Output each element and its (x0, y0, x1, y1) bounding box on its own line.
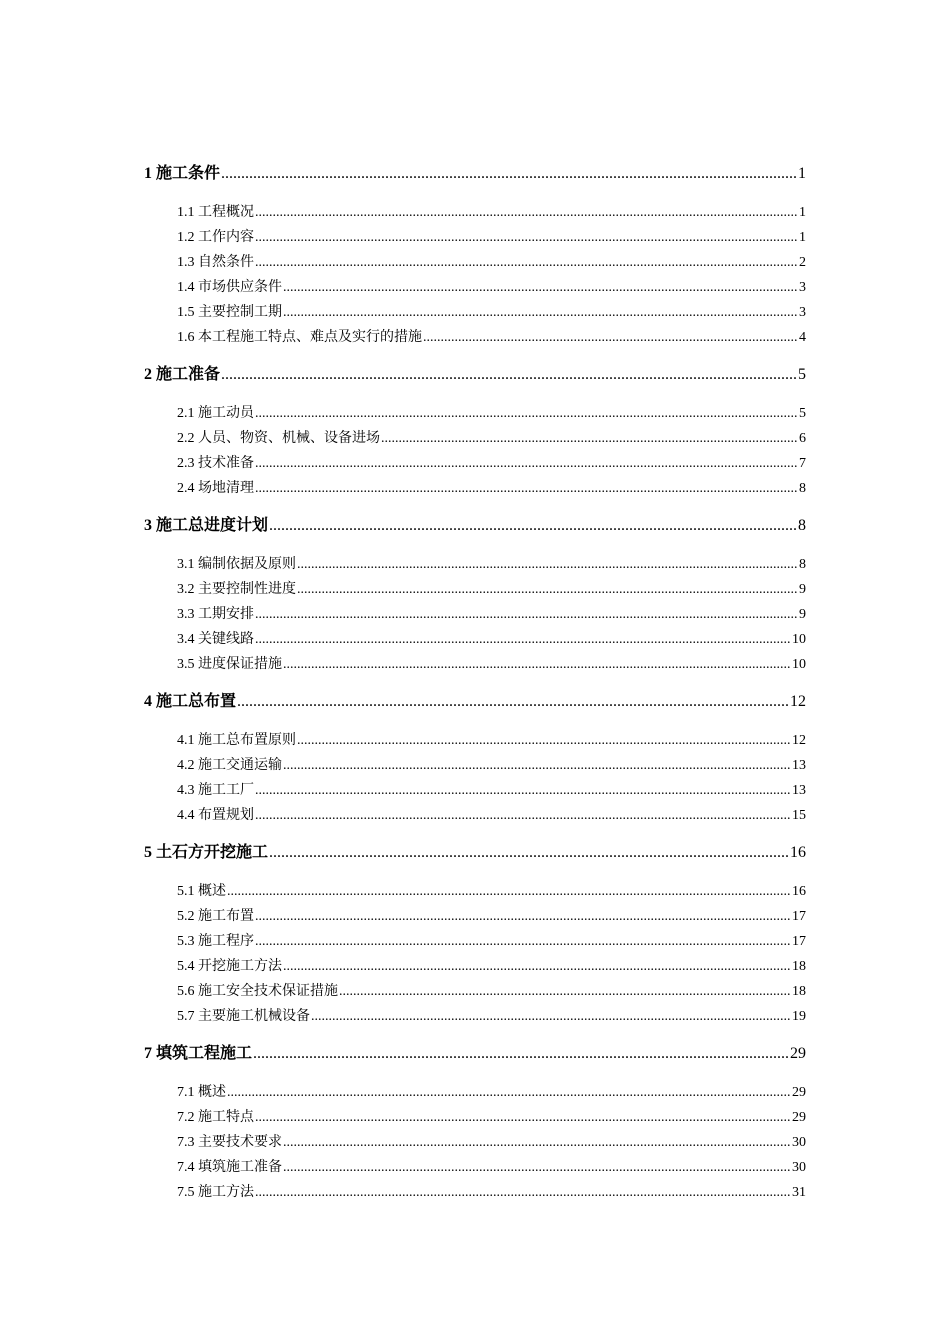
subsection-title: 5.4 开挖施工方法 (177, 959, 282, 974)
toc-section (144, 359, 806, 501)
chapter-page-number: 29 (790, 1045, 806, 1062)
dot-leader (269, 510, 797, 542)
dot-leader (221, 359, 797, 391)
subsection-title: 5.2 施工布置 (177, 909, 254, 924)
chapter-title: 4 施工总布置 (144, 693, 237, 710)
toc-subsection-entry[interactable] (144, 225, 806, 250)
dot-leader (255, 225, 798, 250)
dot-leader (255, 250, 798, 275)
subsection-title: 2.2 人员、物资、机械、设备进场 (177, 431, 380, 446)
subsection-title: 3.2 主要控制性进度 (177, 582, 296, 597)
toc-subsection-entry[interactable] (144, 1130, 806, 1155)
subsection-page-number: 2 (799, 255, 806, 270)
chapter-title: 2 施工准备 (144, 366, 221, 383)
dot-leader (255, 602, 798, 627)
subsection-page-number: 29 (792, 1110, 806, 1125)
subsection-title: 5.1 概述 (177, 884, 226, 899)
subsection-title: 5.6 施工安全技术保证措施 (177, 984, 338, 999)
dot-leader (283, 300, 798, 325)
dot-leader (381, 426, 798, 451)
dot-leader (297, 577, 798, 602)
dot-leader (297, 728, 791, 753)
toc-section (144, 686, 806, 828)
toc-subsection-entry[interactable] (144, 577, 806, 602)
toc-subsection-entry[interactable] (144, 954, 806, 979)
dot-leader (255, 1105, 791, 1130)
toc-subsection-entry[interactable] (144, 200, 806, 225)
subsection-title: 5.3 施工程序 (177, 934, 254, 949)
subsection-title: 2.4 场地清理 (177, 481, 254, 496)
dot-leader (227, 879, 791, 904)
dot-leader (255, 1180, 791, 1205)
dot-leader (255, 803, 791, 828)
subsection-page-number: 19 (792, 1009, 806, 1024)
subsection-title: 7.5 施工方法 (177, 1185, 254, 1200)
chapter-title: 3 施工总进度计划 (144, 517, 269, 534)
chapter-page-number: 8 (798, 517, 806, 534)
subsection-page-number: 15 (792, 808, 806, 823)
dot-leader (283, 954, 791, 979)
dot-leader (255, 627, 791, 652)
subsection-page-number: 3 (799, 280, 806, 295)
dot-leader (311, 1004, 791, 1029)
subsection-page-number: 9 (799, 582, 806, 597)
toc-subsection-entry[interactable] (144, 1080, 806, 1105)
dot-leader (283, 1130, 791, 1155)
subsection-title: 3.1 编制依据及原则 (177, 557, 296, 572)
chapter-page-number: 12 (790, 693, 806, 710)
toc-subsection-entry[interactable] (144, 803, 806, 828)
subsection-title: 4.3 施工工厂 (177, 783, 254, 798)
toc-subsection-entry[interactable] (144, 1180, 806, 1205)
toc-chapter-entry[interactable] (144, 1038, 806, 1070)
subsection-title: 3.5 进度保证措施 (177, 657, 282, 672)
dot-leader (255, 200, 798, 225)
subsection-page-number: 13 (792, 783, 806, 798)
toc-subsection-entry[interactable] (144, 904, 806, 929)
subsection-page-number: 13 (792, 758, 806, 773)
subsection-page-number: 30 (792, 1135, 806, 1150)
dot-leader (237, 686, 789, 718)
toc-subsection-entry[interactable] (144, 275, 806, 300)
chapter-title: 5 土石方开挖施工 (144, 844, 269, 861)
toc-subsection-entry[interactable] (144, 879, 806, 904)
toc-subsection-entry[interactable] (144, 401, 806, 426)
toc-subsection-entry[interactable] (144, 627, 806, 652)
dot-leader (283, 753, 791, 778)
subsection-title: 4.4 布置规划 (177, 808, 254, 823)
dot-leader (423, 325, 798, 350)
toc-subsection-entry[interactable] (144, 300, 806, 325)
subsection-title: 4.1 施工总布置原则 (177, 733, 296, 748)
subsection-page-number: 12 (792, 733, 806, 748)
subsection-title: 5.7 主要施工机械设备 (177, 1009, 310, 1024)
chapter-page-number: 16 (790, 844, 806, 861)
subsection-page-number: 10 (792, 657, 806, 672)
subsection-title: 1.5 主要控制工期 (177, 305, 282, 320)
dot-leader (297, 552, 798, 577)
dot-leader (253, 1038, 789, 1070)
subsection-title: 7.4 填筑施工准备 (177, 1160, 282, 1175)
toc-section (144, 158, 806, 350)
subsection-page-number: 17 (792, 909, 806, 924)
toc-subsection-entry[interactable] (144, 552, 806, 577)
dot-leader (283, 275, 798, 300)
chapter-title: 1 施工条件 (144, 165, 221, 182)
subsection-title: 2.3 技术准备 (177, 456, 254, 471)
chapter-title: 7 填筑工程施工 (144, 1045, 253, 1062)
subsection-page-number: 18 (792, 959, 806, 974)
subsection-title: 1.2 工作内容 (177, 230, 254, 245)
subsection-page-number: 7 (799, 456, 806, 471)
toc-subsection-entry[interactable] (144, 929, 806, 954)
subsection-title: 7.3 主要技术要求 (177, 1135, 282, 1150)
subsection-page-number: 8 (799, 557, 806, 572)
subsection-title: 7.2 施工特点 (177, 1110, 254, 1125)
subsection-page-number: 4 (799, 330, 806, 345)
subsection-title: 1.3 自然条件 (177, 255, 254, 270)
dot-leader (221, 158, 797, 190)
subsection-page-number: 3 (799, 305, 806, 320)
toc-subsection-entry[interactable] (144, 979, 806, 1004)
toc-subsection-entry[interactable] (144, 652, 806, 677)
subsection-page-number: 18 (792, 984, 806, 999)
dot-leader (255, 904, 791, 929)
toc-subsection-entry[interactable] (144, 602, 806, 627)
toc-section (144, 837, 806, 1029)
subsection-title: 3.4 关键线路 (177, 632, 254, 647)
dot-leader (255, 929, 791, 954)
toc-subsection-entry[interactable] (144, 476, 806, 501)
toc-chapter-entry[interactable] (144, 359, 806, 391)
toc-subsection-entry[interactable] (144, 753, 806, 778)
subsection-page-number: 10 (792, 632, 806, 647)
subsection-page-number: 9 (799, 607, 806, 622)
subsection-page-number: 8 (799, 481, 806, 496)
toc-subsection-entry[interactable] (144, 778, 806, 803)
subsection-page-number: 16 (792, 884, 806, 899)
subsection-page-number: 31 (792, 1185, 806, 1200)
toc-subsection-entry[interactable] (144, 728, 806, 753)
toc-subsection-entry[interactable] (144, 426, 806, 451)
subsection-title: 7.1 概述 (177, 1085, 226, 1100)
subsection-page-number: 1 (799, 205, 806, 220)
toc-chapter-entry[interactable] (144, 686, 806, 718)
toc-chapter-entry[interactable] (144, 837, 806, 869)
subsection-page-number: 30 (792, 1160, 806, 1175)
dot-leader (283, 652, 791, 677)
toc-subsection-entry[interactable] (144, 451, 806, 476)
subsection-title: 2.1 施工动员 (177, 406, 254, 421)
toc-section (144, 1038, 806, 1205)
subsection-page-number: 1 (799, 230, 806, 245)
toc-chapter-entry[interactable] (144, 510, 806, 542)
dot-leader (269, 837, 789, 869)
chapter-page-number: 1 (798, 165, 806, 182)
toc-subsection-entry[interactable] (144, 250, 806, 275)
toc-section (144, 510, 806, 677)
chapter-page-number: 5 (798, 366, 806, 383)
dot-leader (255, 451, 798, 476)
dot-leader (255, 401, 798, 426)
dot-leader (255, 476, 798, 501)
dot-leader (339, 979, 791, 1004)
subsection-title: 4.2 施工交通运输 (177, 758, 282, 773)
toc-chapter-entry[interactable] (144, 158, 806, 190)
toc-subsection-entry[interactable] (144, 1105, 806, 1130)
subsection-title: 1.1 工程概况 (177, 205, 254, 220)
subsection-title: 1.6 本工程施工特点、难点及实行的措施 (177, 330, 422, 345)
dot-leader (283, 1155, 791, 1180)
dot-leader (255, 778, 791, 803)
subsection-title: 3.3 工期安排 (177, 607, 254, 622)
subsection-page-number: 6 (799, 431, 806, 446)
subsection-page-number: 29 (792, 1085, 806, 1100)
subsection-page-number: 17 (792, 934, 806, 949)
toc-subsection-entry[interactable] (144, 1155, 806, 1180)
toc-subsection-entry[interactable] (144, 1004, 806, 1029)
table-of-contents (144, 158, 806, 1214)
subsection-page-number: 5 (799, 406, 806, 421)
subsection-title: 1.4 市场供应条件 (177, 280, 282, 295)
toc-subsection-entry[interactable] (144, 325, 806, 350)
dot-leader (227, 1080, 791, 1105)
